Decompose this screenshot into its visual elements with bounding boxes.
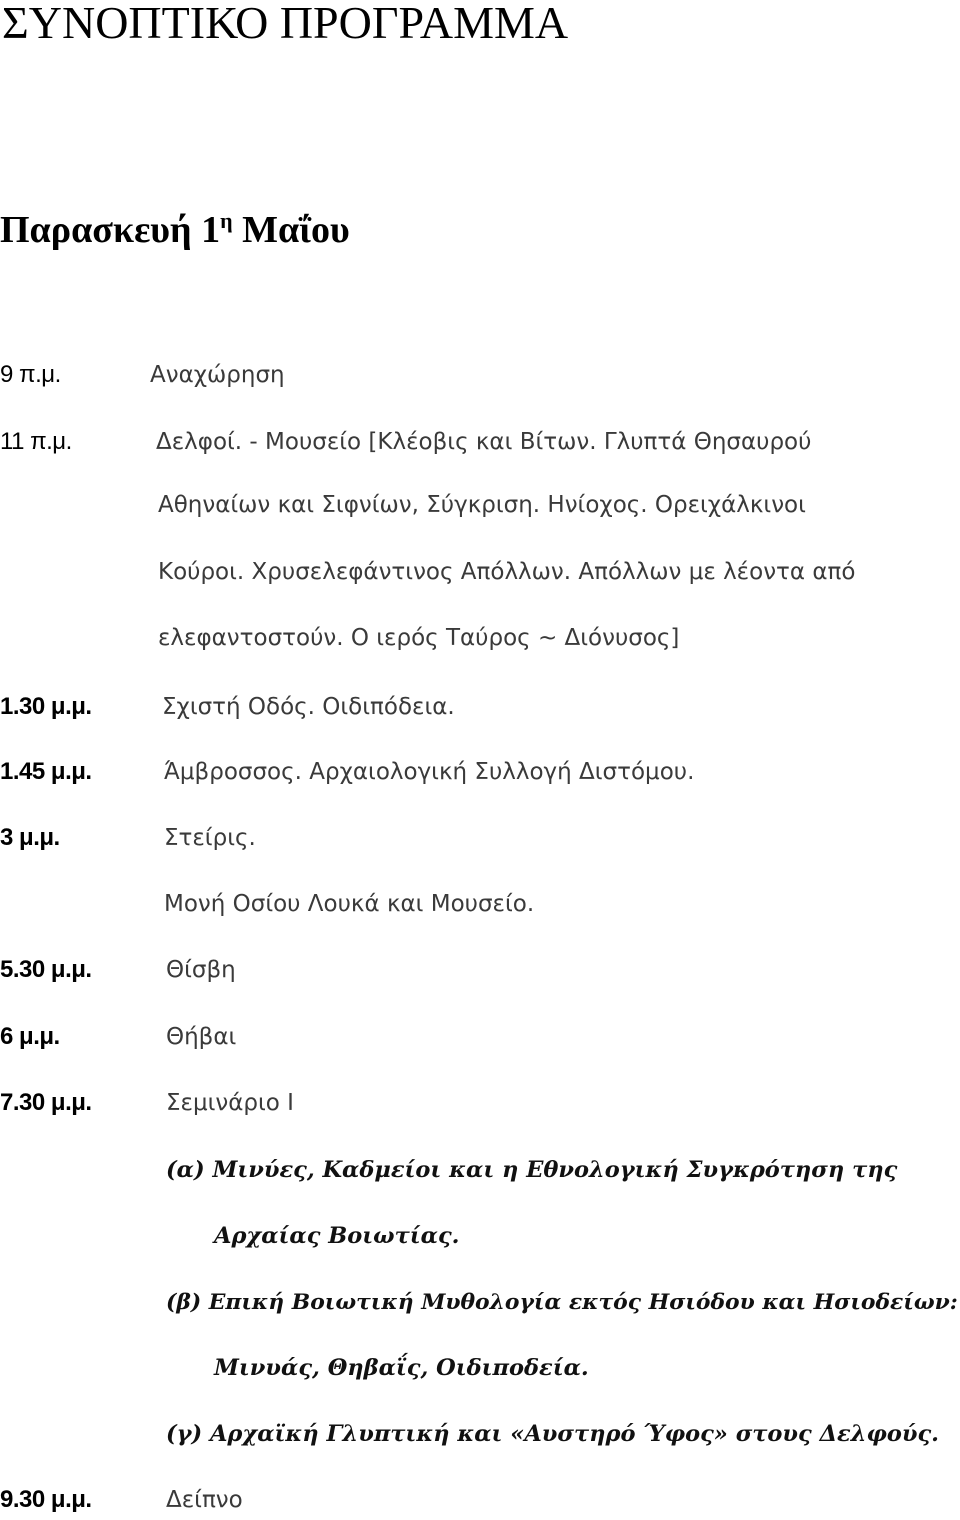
schedule-time: 9.30 μ.μ. <box>0 1486 92 1513</box>
schedule-text: Αθηναίων και Σιφνίων, Σύγκριση. Ηνίοχος. Ορειχάλκινοι <box>158 492 806 518</box>
schedule-time: 7.30 μ.μ. <box>0 1089 92 1116</box>
seminar-topic-continuation: Αρχαίας Βοιωτίας. <box>214 1223 460 1249</box>
schedule-time: 9 π.μ. <box>0 361 61 388</box>
schedule-text: Δελφοί. - Μουσείο [Κλέοβις και Βίτων. Γλυπτά Θησαυρού <box>156 429 812 455</box>
schedule-text: Θίσβη <box>166 957 236 983</box>
day-heading-suffix: Μαΐου <box>232 209 350 251</box>
schedule-text: Σχιστή Οδός. Οιδιπόδεια. <box>162 694 455 720</box>
schedule-time: 5.30 μ.μ. <box>0 956 92 983</box>
schedule-time: 6 μ.μ. <box>0 1023 60 1050</box>
schedule-time: 3 μ.μ. <box>0 824 60 851</box>
schedule-text: Σεμινάριο Ι <box>166 1090 294 1116</box>
schedule-time: 1.30 μ.μ. <box>0 693 92 720</box>
page-title: ΣΥΝΟΠΤΙΚΟ ΠΡΟΓΡΑΜΜΑ <box>2 0 569 48</box>
day-heading-superscript: η <box>220 208 233 233</box>
day-heading-prefix: Παρασκευή 1 <box>0 209 221 251</box>
schedule-text: Κούροι. Χρυσελεφάντινος Απόλλων. Απόλλων με λέοντα από <box>158 559 856 585</box>
seminar-topic: (γ) Αρχαϊκή Γλυπτική και «Αυστηρό Ύφος» στους Δελφούς. <box>166 1421 939 1447</box>
schedule-time: 11 π.μ. <box>0 428 72 455</box>
schedule-time: 1.45 μ.μ. <box>0 758 92 785</box>
schedule-text: Δείπνο <box>166 1487 243 1513</box>
seminar-topic: (α) Μινύες, Καδμείοι και η Εθνολογική Συγκρότηση της <box>166 1157 898 1183</box>
schedule-text: Στείρις. <box>164 825 256 851</box>
schedule-text: Άμβροσσος. Αρχαιολογική Συλλογή Διστόμου. <box>164 759 695 785</box>
seminar-topic-continuation: Μινυάς, Θηβαΐς, Οιδιποδεία. <box>214 1355 589 1381</box>
day-heading <box>0 205 350 255</box>
schedule-text: Μονή Οσίου Λουκά και Μουσείο. <box>164 891 535 917</box>
schedule-text: Θήβαι <box>166 1024 237 1050</box>
schedule-text: ελεφαντοστούν. Ο ιερός Ταύρος ~ Διόνυσος] <box>158 625 680 651</box>
seminar-topic: (β) Επική Βοιωτική Μυθολογία εκτός Ησιόδου και Ησιοδείων: <box>166 1289 958 1315</box>
schedule-text: Αναχώρηση <box>150 362 285 388</box>
